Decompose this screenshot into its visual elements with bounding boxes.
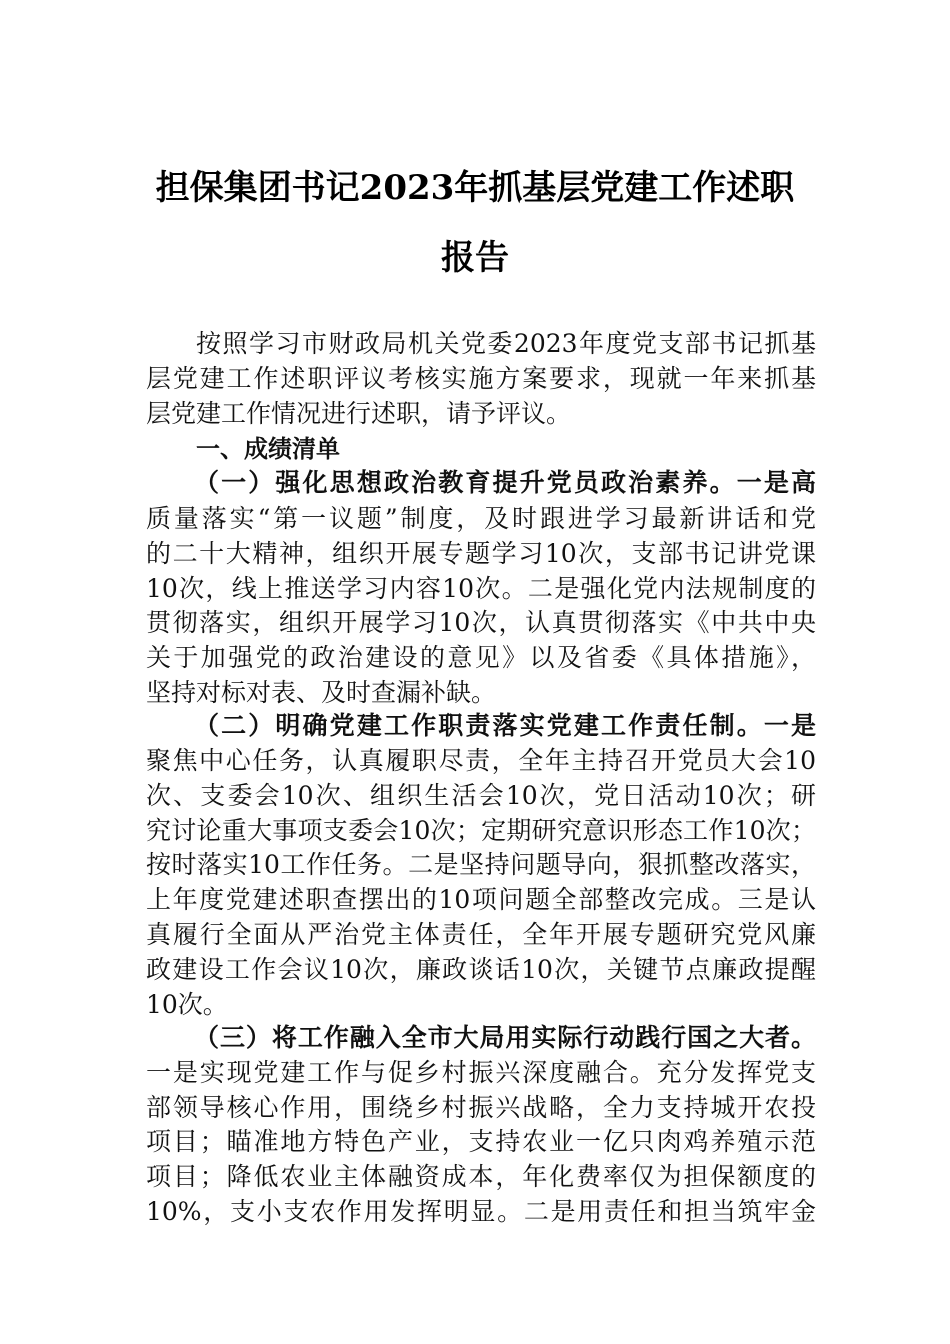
paragraph-line: 政建设工作会议10次，廉政谈话10次，关键节点廉政提醒 bbox=[146, 955, 816, 984]
document-title-line-1: 担保集团书记2023年抓基层党建工作述职 bbox=[155, 168, 795, 208]
paragraph-line: 上年度党建述职查摆出的10项问题全部整改完成。三是认 bbox=[146, 885, 816, 914]
paragraph-line: 10次，线上推送学习内容10次。二是强化党内法规制度的 bbox=[146, 574, 816, 603]
paragraph-line: 项目；降低农业主体融资成本，年化费率仅为担保额度的 bbox=[146, 1162, 816, 1191]
section-heading: 一、成绩清单 bbox=[196, 435, 340, 463]
paragraph-line: 按时落实10工作任务。二是坚持问题导向，狠抓整改落实， bbox=[146, 850, 816, 879]
paragraph-line: 一是实现党建工作与促乡村振兴深度融合。充分发挥党支 bbox=[146, 1058, 816, 1087]
paragraph-line: 层党建工作情况进行述职，请予评议。 bbox=[146, 399, 572, 428]
paragraph-line: 部领导核心作用，围绕乡村振兴战略，全力支持城开农投 bbox=[146, 1093, 816, 1122]
paragraph-line: 坚持对标对表、及时查漏补缺。 bbox=[146, 678, 497, 707]
paragraph-line: 究讨论重大事项支委会10次；定期研究意识形态工作10次； bbox=[146, 816, 816, 845]
paragraph-line: 10%，支小支农作用发挥明显。二是用责任和担当筑牢金 bbox=[146, 1197, 816, 1226]
paragraph-line: 按照学习市财政局机关党委2023年度党支部书记抓基 bbox=[196, 329, 816, 358]
paragraph-line: 10次。 bbox=[146, 990, 228, 1019]
paragraph-line: 聚焦中心任务，认真履职尽责，全年主持召开党员大会10 bbox=[146, 746, 816, 775]
paragraph-line: 质量落实“第一议题”制度，及时跟进学习最新讲话和党 bbox=[146, 504, 816, 533]
paragraph-line: 的二十大精神，组织开展专题学习10次，支部书记讲党课 bbox=[146, 539, 816, 568]
paragraph-line: 次、支委会10次、组织生活会10次，党日活动10次；研 bbox=[146, 781, 816, 810]
paragraph-line: 项目；瞄准地方特色产业，支持农业一亿只肉鸡养殖示范 bbox=[146, 1127, 816, 1156]
paragraph-line: 贯彻落实，组织开展学习10次，认真贯彻落实《中共中央 bbox=[146, 608, 816, 637]
document-title-line-2: 报告 bbox=[441, 238, 509, 278]
subsection-heading-line: （一）强化思想政治教育提升党员政治素养。一是高 bbox=[194, 468, 816, 497]
paragraph-line: 关于加强党的政治建设的意见》以及省委《具体措施》， bbox=[146, 643, 816, 672]
paragraph-line: 层党建工作述职评议考核实施方案要求，现就一年来抓基 bbox=[146, 364, 816, 393]
subsection-heading-line: （三）将工作融入全市大局用实际行动践行国之大者。 bbox=[194, 1023, 816, 1052]
paragraph-line: 真履行全面从严治党主体责任，全年开展专题研究党风廉 bbox=[146, 920, 816, 949]
subsection-heading-line: （二）明确党建工作职责落实党建工作责任制。一是 bbox=[194, 711, 816, 740]
